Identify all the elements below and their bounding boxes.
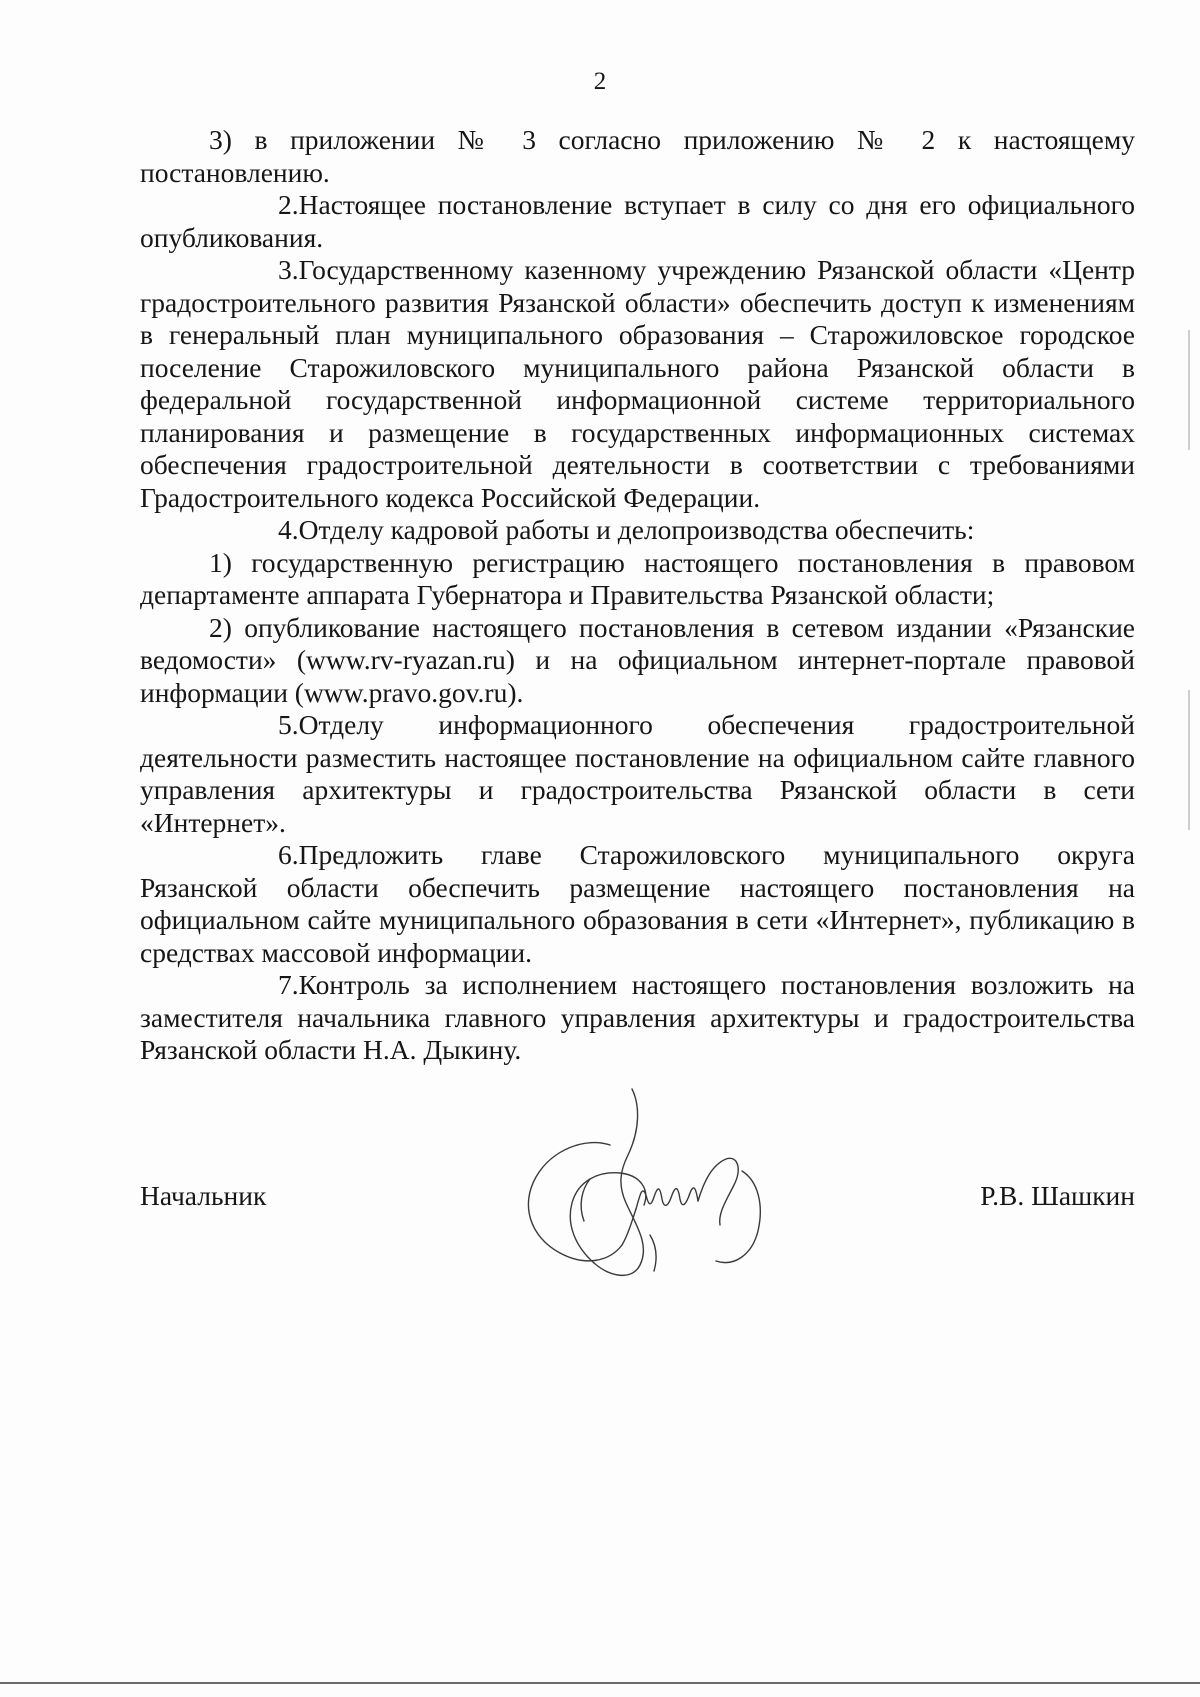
paragraph-6 — [140, 839, 1135, 969]
paragraph-number: 4. — [278, 514, 299, 545]
paragraph-4-2 — [140, 612, 1135, 710]
paragraph-text: Предложить главе Старожиловского муниципального округа Рязанской области обеспечить размещение настоящего постановления на официальном сайте муниципального образования в сети «Интернет», публикацию в средствах массовой информации. — [140, 839, 1135, 968]
scan-edge-mark — [1188, 330, 1190, 450]
scan-edge-mark — [1188, 690, 1190, 830]
paragraph-3 — [140, 254, 1135, 514]
paragraph-text: 3) в приложении № 3 согласно приложению № 2 к настоящему постановлению. — [140, 124, 1135, 188]
paragraph-text: Отделу информационного обеспечения градостроительной деятельности разместить настоящее постановление на официальном сайте главного управления архитектуры и градостроительства Рязанской области в сети «Интернет». — [140, 709, 1135, 838]
paragraph-4-1 — [140, 547, 1135, 612]
paragraph-number: 3. — [278, 254, 299, 285]
paragraph-text: Отделу кадровой работы и делопроизводства обеспечить: — [298, 514, 975, 545]
paragraph-number: 5. — [278, 709, 299, 740]
page-number: 2 — [593, 68, 607, 95]
paragraph-1-3 — [140, 124, 1135, 189]
paragraph-text: 1) государственную регистрацию настоящего постановления в правовом департаменте аппарата Губернатора и Правительства Рязанской области; — [140, 546, 1135, 610]
paragraph-number: 6. — [278, 839, 299, 870]
paragraph-text: Настоящее постановление вступает в силу со дня его официального опубликования. — [140, 189, 1135, 253]
paragraph-7 — [140, 969, 1135, 1067]
paragraph-2 — [140, 189, 1135, 254]
paragraph-number: 2. — [278, 189, 299, 220]
paragraph-text: Контроль за исполнением настоящего постановления возложить на заместителя начальника главного управления архитектуры и градостроительства Рязанской области Н.А. Дыкину. — [140, 969, 1135, 1065]
paragraph-5 — [140, 709, 1135, 839]
page-bottom-edge — [0, 1682, 1200, 1684]
paragraph-4 — [140, 514, 1135, 547]
signer-position: Начальник — [140, 1180, 267, 1211]
paragraph-text: 2) опубликование настоящего постановления в сетевом издании «Рязанские ведомости» (www.rv-ryazan.ru) и на официальном интернет-портале правовой информации (www.pravo.gov.ru). — [140, 611, 1135, 708]
handwritten-signature — [490, 1085, 820, 1290]
signer-name: Р.В. Шашкин — [980, 1180, 1135, 1211]
document-body — [140, 124, 1135, 1067]
paragraph-text: Государственному казенному учреждению Рязанской области «Центр градостроительного развития Рязанской области» обеспечить доступ к изменениям в генеральный план муниципального образования – Старожиловское городское поселение Старожиловского муниципального района Рязанской области в федеральной государственной информационной системе территориального планирования и размещение в государственных информационных системах обеспечения градостроительной деятельности в соответствии с требованиями Градостроительного кодекса Российской Федерации. — [140, 254, 1135, 513]
paragraph-number: 7. — [278, 969, 299, 1000]
